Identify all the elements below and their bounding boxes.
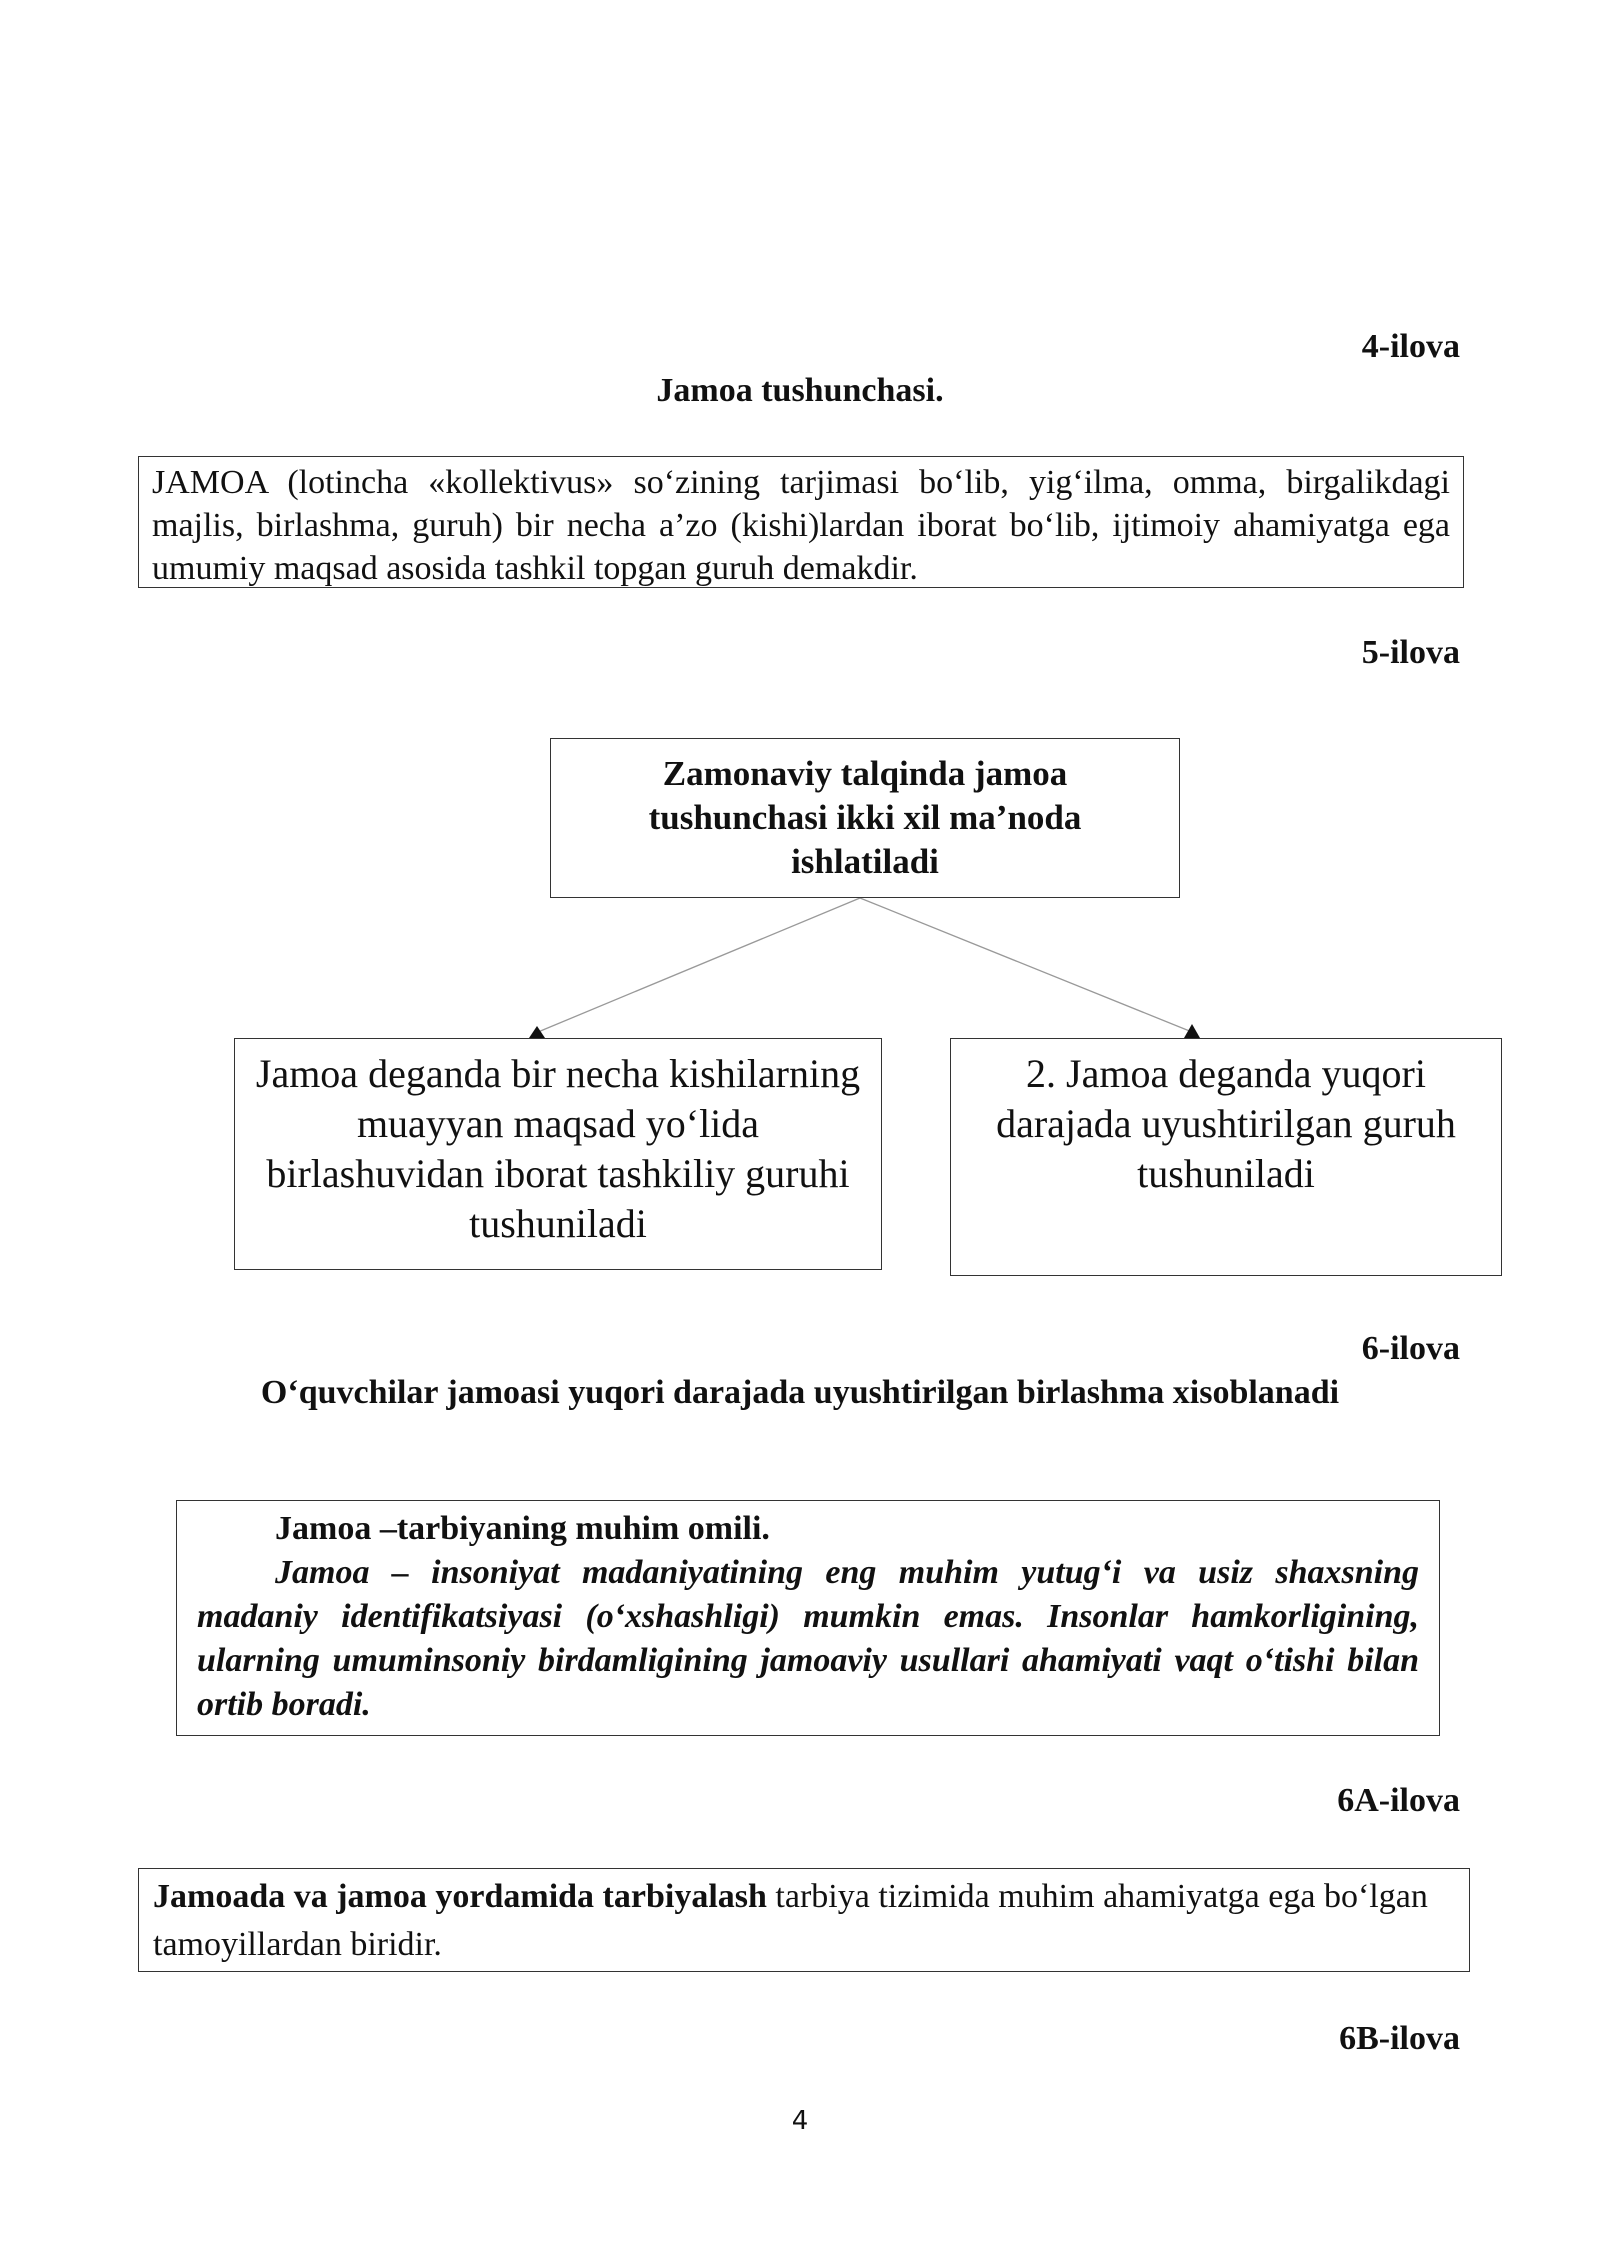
appendix-label-6: 6-ilova: [1361, 1330, 1460, 1367]
quote-title: Jamoa –tarbiyaning muhim omili.: [275, 1510, 770, 1547]
arrowhead-left-icon: [529, 1026, 545, 1038]
diagram-root-box: [550, 738, 1180, 898]
connector-left: [538, 898, 860, 1032]
section-title-oquvchilar-jamoasi: O‘quvchilar jamoasi yuqori darajada uyushtirilgan birlashma xisoblanadi: [260, 1374, 1340, 1411]
diagram-left-text: Jamoa deganda bir necha kishilarning muayyan maqsad yo‘lida birlashuvidan iborat tashkiliy guruhi tushuniladi: [255, 1051, 861, 1246]
appendix-label-6a: 6A-ilova: [1337, 1782, 1460, 1819]
appendix-label-4: 4-ilova: [1361, 328, 1460, 365]
quote-box: [176, 1500, 1440, 1736]
diagram-right-text: 2. Jamoa deganda yuqori darajada uyushtirilgan guruh tushuniladi: [996, 1051, 1456, 1196]
appendix-label-6b: 6B-ilova: [1339, 2020, 1460, 2057]
section-title-jamoa-tushunchasi: Jamoa tushunchasi.: [656, 372, 944, 409]
principle-text: tarbiya tizimida muhim ahamiyatga ega bo‘lgan tamoyillardan biridir.: [153, 1878, 1428, 1963]
principle-box: [138, 1868, 1470, 1972]
appendix-label-5: 5-ilova: [1361, 634, 1460, 671]
quote-body: Jamoa – insoniyat madaniyatining eng muhim yutug‘i va usiz shaxsning madaniy identifikatsiyasi (o‘xshashligi) mumkin emas. Insonlar hamkorligining, ularning umuminsoniy birdamligining jamoaviy usullari ahamiyati vaqt o‘tishi bilan ortib boradi.: [197, 1554, 1419, 1723]
diagram-root-text: Zamonaviy talqinda jamoa tushunchasi ikki xil ma’noda ishlatiladi: [648, 754, 1082, 881]
principle-lead: Jamoada va jamoa yordamida tarbiyalash: [153, 1878, 767, 1915]
connector-right: [860, 898, 1192, 1032]
diagram-left-box: [234, 1038, 882, 1270]
diagram-right-box: [950, 1038, 1502, 1276]
definition-text: JAMOA (lotincha «kollektivus» so‘zining tarjimasi bo‘lib, yig‘ilma, omma, birgalikdagi majlis, birlashma, guruh) bir necha a’zo (kishi)lardan iborat bo‘lib, ijtimoiy ahamiyatga ega umumiy maqsad asosida tashkil topgan guruh demakdir.: [152, 464, 1450, 587]
arrowhead-right-icon: [1184, 1024, 1200, 1038]
page-number: 4: [791, 2106, 809, 2136]
